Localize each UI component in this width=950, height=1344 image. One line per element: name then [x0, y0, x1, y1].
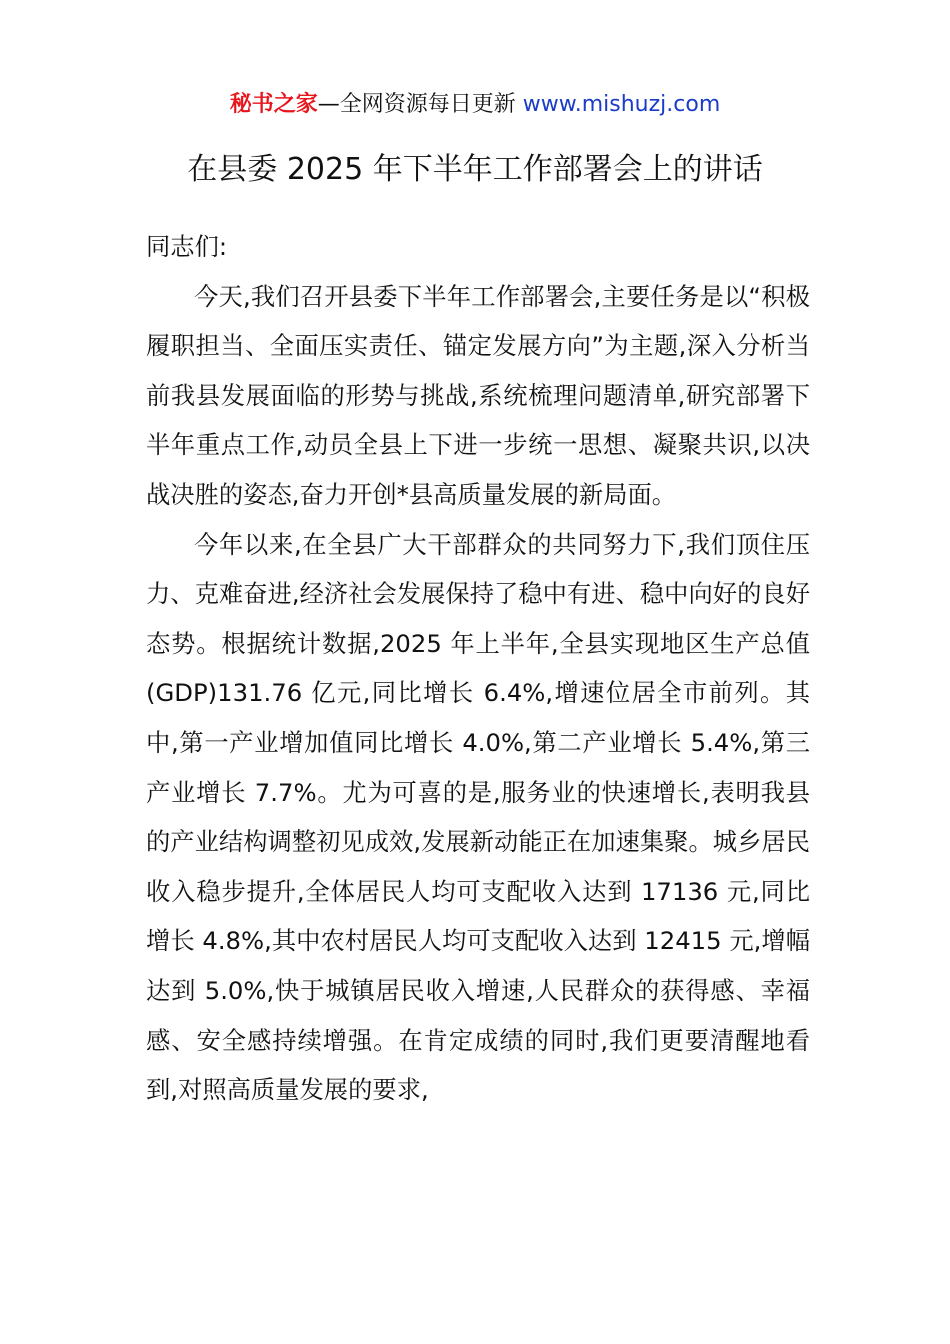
paragraph-1: 今天,我们召开县委下半年工作部署会,主要任务是以“积极履职担当、全面压实责任、锚定发展方向”为主题,深入分析当前我县发展面临的形势与挑战,系统梳理问题清单,研究部署下半年重点工作,动员全县上下进一步统一思想、凝聚共识,以决战决胜的姿态,奋力开创*县高质量发展的新局面。 [146, 281, 810, 509]
site-brand: 秘书之家 [229, 92, 318, 117]
site-url-link[interactable]: www.mishuzj.com [522, 92, 721, 117]
document-body [146, 222, 810, 1115]
header-slogan: 全网资源每日更新 [339, 92, 523, 117]
paragraph-2: 今年以来,在全县广大干部群众的共同努力下,我们顶住压力、克难奋进,经济社会发展保持了稳中有进、稳中向好的良好态势。根据统计数据,2025 年上半年,全县实现地区生产总值(GDP)131.76 亿元,同比增长 6.4%,增速位居全市前列。其中,第一产业增加值同比增长 4.0%,第二产业增长 5.4%,第三产业增长 7.7%。尤为可喜的是,服务业的快速增长,表明我县的产业结构调整初见成效,发展新动能正在加速集聚。城乡居民收入稳步提升,全体居民人均可支配收入达到 17136 元,同比增长 4.8%,其中农村居民人均可支配收入达到 12415 元,增幅达到 5.0%,快于城镇居民收入增速,人民群众的获得感、幸福感、安全感持续增强。在肯定成绩的同时,我们更要清醒地看到,对照高质量发展的要求, [146, 529, 810, 1105]
site-header [0, 88, 950, 122]
document-title: 在县委 2025 年下半年工作部署会上的讲话 [187, 152, 763, 187]
salutation: 同志们: [146, 232, 228, 261]
header-separator: — [317, 92, 340, 117]
